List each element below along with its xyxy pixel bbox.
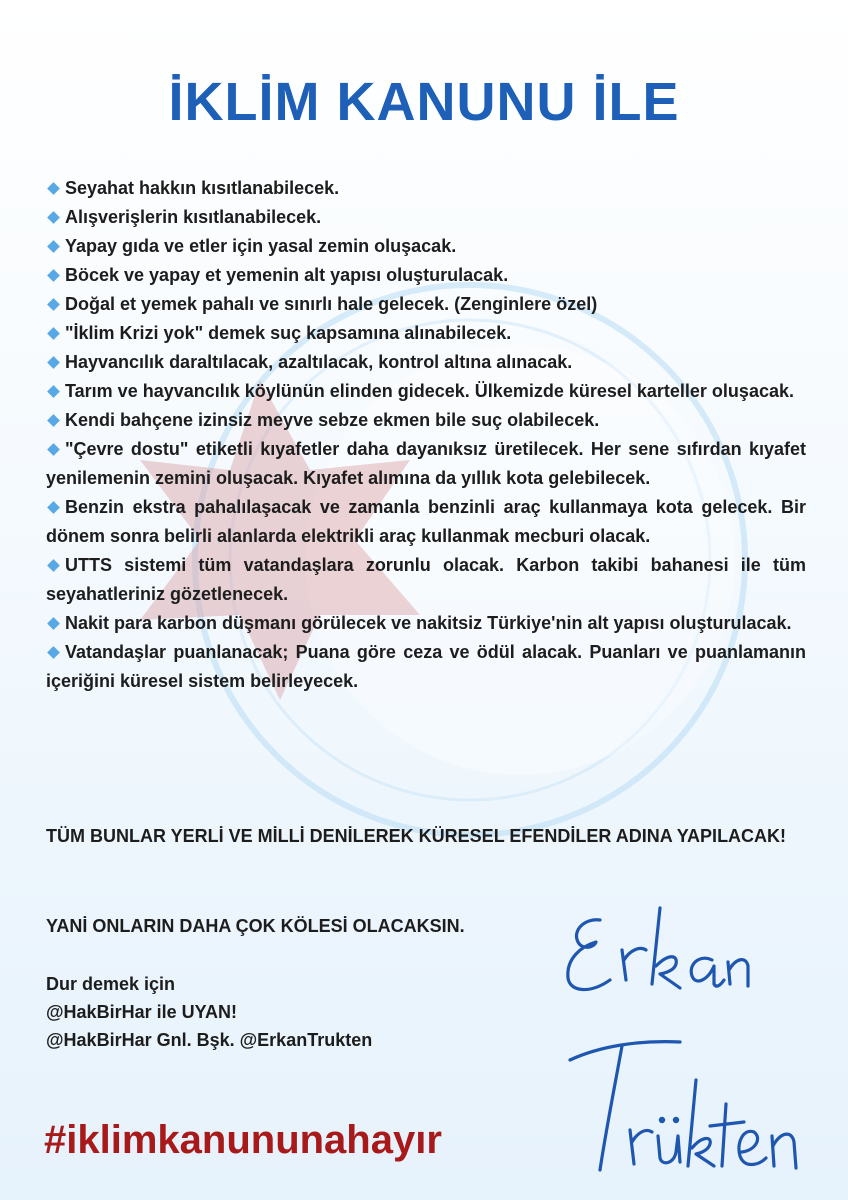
list-item bbox=[46, 609, 806, 638]
diamond-bullet-icon bbox=[47, 646, 60, 659]
item-text: Hayvancılık daraltılacak, azaltılacak, kontrol altına alınacak. bbox=[65, 352, 573, 372]
list-item bbox=[46, 406, 806, 435]
item-text: Seyahat hakkın kısıtlanabilecek. bbox=[65, 178, 340, 198]
list-item bbox=[46, 174, 806, 203]
call-line-2: @HakBirHar ile UYAN! bbox=[46, 1002, 237, 1022]
list-item bbox=[46, 290, 806, 319]
item-text: Benzin ekstra pahalılaşacak ve zamanla benzinli araç kullanmaya kota gelecek. Bir dönem sonra belirli alanlarda elektrikli araç kullanmak mecburi olacak. bbox=[46, 497, 806, 546]
list-item bbox=[46, 493, 806, 551]
item-text: Nakit para karbon düşmanı görülecek ve nakitsiz Türkiye'nin alt yapısı oluşturulacak. bbox=[65, 613, 792, 633]
diamond-bullet-icon bbox=[47, 617, 60, 630]
list-item bbox=[46, 377, 806, 406]
diamond-bullet-icon bbox=[47, 211, 60, 224]
diamond-bullet-icon bbox=[47, 385, 60, 398]
item-list bbox=[46, 174, 806, 696]
item-text: Kendi bahçene izinsiz meyve sebze ekmen bile suç olabilecek. bbox=[65, 410, 600, 430]
list-item bbox=[46, 435, 806, 493]
list-item bbox=[46, 261, 806, 290]
diamond-bullet-icon bbox=[47, 356, 60, 369]
diamond-bullet-icon bbox=[47, 559, 60, 572]
call-to-action bbox=[46, 970, 466, 1054]
item-text: "Çevre dostu" etiketli kıyafetler daha dayanıksız üretilecek. Her sene sıfırdan kıyafet yenilemenin zemini oluşacak. Kıyafet alımına da yıllık kota gelebilecek. bbox=[46, 439, 806, 488]
item-text: Vatandaşlar puanlanacak; Puana göre ceza ve ödül alacak. Puanları ve puanlamanın içeriğini küresel sistem belirleyecek. bbox=[46, 642, 806, 691]
diamond-bullet-icon bbox=[47, 414, 60, 427]
signature-image bbox=[530, 880, 830, 1180]
list-item bbox=[46, 232, 806, 261]
list-item bbox=[46, 319, 806, 348]
hashtag-text: #iklimkanununahayır bbox=[44, 1118, 442, 1162]
item-text: Yapay gıda ve etler için yasal zemin oluşacak. bbox=[65, 236, 457, 256]
diamond-bullet-icon bbox=[47, 501, 60, 514]
slave-line-text: YANİ ONLARIN DAHA ÇOK KÖLESİ OLACAKSIN. bbox=[46, 916, 465, 936]
diamond-bullet-icon bbox=[47, 443, 60, 456]
list-item bbox=[46, 551, 806, 609]
call-line-3: @HakBirHar Gnl. Bşk. @ErkanTrukten bbox=[46, 1030, 373, 1050]
list-item bbox=[46, 203, 806, 232]
statement-text: TÜM BUNLAR YERLİ VE MİLLİ DENİLEREK KÜRESEL EFENDİLER ADINA YAPILACAK! bbox=[46, 826, 787, 846]
list-item bbox=[46, 348, 806, 377]
list-item bbox=[46, 638, 806, 696]
diamond-bullet-icon bbox=[47, 182, 60, 195]
diamond-bullet-icon bbox=[47, 240, 60, 253]
item-text: UTTS sistemi tüm vatandaşlara zorunlu olacak. Karbon takibi bahanesi ile tüm seyahatleriniz gözetlenecek. bbox=[46, 555, 806, 604]
diamond-bullet-icon bbox=[47, 298, 60, 311]
item-text: Alışverişlerin kısıtlanabilecek. bbox=[65, 207, 322, 227]
page-title: İKLİM KANUNU İLE bbox=[168, 72, 680, 132]
call-line-1: Dur demek için bbox=[46, 974, 176, 994]
item-text: Böcek ve yapay et yemenin alt yapısı oluşturulacak. bbox=[65, 265, 509, 285]
diamond-bullet-icon bbox=[47, 327, 60, 340]
item-text: "İklim Krizi yok" demek suç kapsamına alınabilecek. bbox=[65, 323, 512, 343]
item-text: Tarım ve hayvancılık köylünün elinden gidecek. Ülkemizde küresel karteller oluşacak. bbox=[65, 381, 794, 401]
diamond-bullet-icon bbox=[47, 269, 60, 282]
item-text: Doğal et yemek pahalı ve sınırlı hale gelecek. (Zenginlere özel) bbox=[65, 294, 598, 314]
